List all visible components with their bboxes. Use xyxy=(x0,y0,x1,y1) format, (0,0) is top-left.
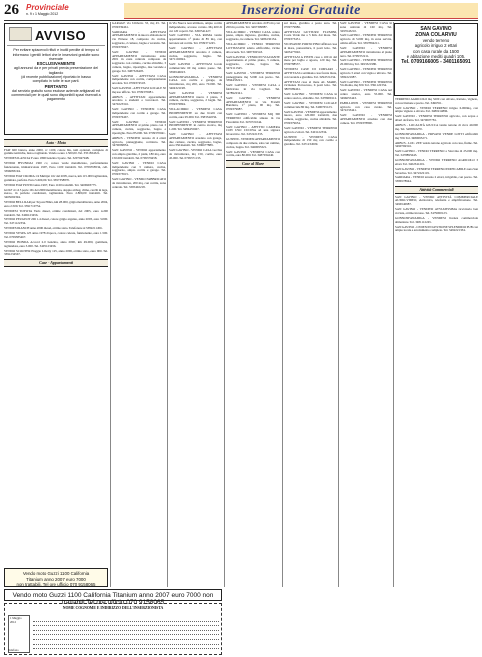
classified-ad: SAN GAVINO - AFFITTASI APPARTAMENTO arredato 2 camere, cucina, soggiorno, bagno. Tel. 3471102694. xyxy=(169,45,222,62)
title-band xyxy=(124,3,478,19)
column-divider xyxy=(338,22,339,587)
classified-ad: VENDO PEUGEOT 206 1.4 diesel, colore grigio argento, anno 2003, euro 3.000. Tel. 3471122334. xyxy=(4,217,108,226)
classified-ad: SAN GAVINO - AFFITTASI locale commerciale 60 mq centro paese. Tel. 3396546023. xyxy=(169,62,222,74)
classified-ad: VILLACIDRO - VENDESI CASA INDIPENDENTE su due livelli con cortile, euro 95.000. Tel. 3383344556. xyxy=(169,107,222,119)
classified-ad: SAN GAVINO - AFFITTO CAMERA CON USO CUCINA ad una signora lavoratrice. Tel. 3472221335. xyxy=(226,124,280,137)
classified-ad: SAN GAVINO - VENDESI CASA in zona centrale di 160 mq. Tel. 3297643210. xyxy=(340,22,392,33)
classified-ad: VENDESI TOYOTA Yaris diesel, ottime condizioni, del 2005, euro 4.200 trattabili. Tel. 3406123456. xyxy=(4,208,108,217)
classified-ad: VENDO HYUNDAI 1300 cc, colore verde metallizzato, perfettamente funzionante, immatricolata 1997, Euro 1100 trattabili. Tel. 0709358534, cell. 3396083194. xyxy=(4,161,108,173)
classified-ad: SAN GAVINO - VENDESI MQ 300 TERRENO edificabile situato in via Fiorentini. Tel. 3470721044. xyxy=(226,112,280,124)
avviso-text xyxy=(7,48,105,101)
ad-line: Vendo moto Guzzi 1100 California xyxy=(22,571,90,576)
classified-ad: SAN GAVINO - VENDESI TERRENO agricolo 2 ettari. Tel. 3401122334. xyxy=(284,125,337,134)
ad-line: Titanium anno 2007 euro 7000 xyxy=(26,576,86,582)
classified-ad: GUSPINI - VENDESI CASA indipendente di 150 mq con cortile e giardino. Tel. 3471234509. xyxy=(284,134,337,147)
page-number: 26 xyxy=(4,2,19,18)
avviso-title: AVVISO xyxy=(7,26,105,46)
classified-ad: AFFITTASI casa al mare AL MARE, vicinanze Portoscuso, 6 posti letto. Tel. 3807689461. xyxy=(284,79,337,92)
classified-ad: GONNOSFANADIGA - VENDESI CASA con cortile e garage, da ristrutturare, mq 200, euro 70.000. Tel. 3404321198. xyxy=(169,74,222,90)
classified-ad: SAN GAVINO - AFFITTASI APPARTAMENTO arredato con garage, due camere, cucina, soggiorno, bagno, euro 350 mensili. Tel. 3396677889. xyxy=(169,132,222,148)
classified-ad: SAN GAVINO - VENDESI TERRENO Via Roma, mq 300. Tel. 3391122334. xyxy=(340,79,392,88)
classified-ad: VENDO FIAT PUNTO anno 1997, Euro 1100 trattabili. Tel. 3406993775. xyxy=(4,182,97,187)
classified-ad: SAN GAVINO - VENDESI LOCALE commerciale 80 mq. Tel. 3490765123. xyxy=(284,100,337,109)
ad-line: Tel. 0709166005 - 3401165091 xyxy=(401,59,471,66)
classified-ad: VENDO SCOOTER Piaggio Liberty 125, anno 2006, ottimo stato, euro 900. Tel. 3391234567. xyxy=(4,248,108,257)
classified-ad: SAN GAVINO - VENDO appartamento con ampio giardino, 2 piani, 180 mq, euro 150.000 trattabili. Tel. 0709379458. xyxy=(112,148,166,160)
classified-ad: VENDO FIAT CROMA 1.9 Multijet 16v del 2005, nuova, km 115.000 tagliandata, gommata, perfetta. Euro 5.600,00. Tel. 3397358870. xyxy=(4,173,108,182)
ad-line: agricolo irriguo 2 ettari xyxy=(414,43,458,49)
classified-ad: GONNOSFANADIGA - VENDO TERRENO AGRICOLO 3 ettari. Tel. 3402341201. xyxy=(395,158,478,166)
classified-ad: VILLACIDRO - VENDO TERRENO LOTTIZZATO adatto edificabile, vicino alla scuola. Tel. 3487302543. xyxy=(226,42,280,54)
classified-ad: SAN GAVINO - VENDESI CASA indipendente con cortile e garage. Tel. 0709376467. xyxy=(112,107,166,119)
classified-ad: SAN GAVINO - VENDESI CASA nel centro storico, euro 55.000. Tel. 3496655443. xyxy=(340,88,392,100)
classified-ad: GONNOSFANADIGA - PRIVATO VENDE LOTTI edificabili mq 700. Tel. 3480095271. xyxy=(395,131,478,140)
section-heading: Auto - Moto xyxy=(4,139,108,147)
classified-ad: VENDO VESPA 125 anno 1978 d'epoca, colore celeste, funzionante, euro 1.500. Tel. 0709385467. xyxy=(4,231,108,239)
classified-ad: VENDO HONDA Accord 2.0 benzina, anno 2000, km 49.000, gommata, tagliandata, euro 3.000. Tel. 3405123456. xyxy=(4,239,108,248)
classified-ad: VENDESI RANCH anno 2000 diesel, ottimo stato. Telefonare al 3382211456. xyxy=(4,226,103,231)
classified-ad: SARDARA - AFFITTASI APPARTAMENTO in nuova abitazione in via Pirnese 18, composto da cucina, soggiorno, 2 camere, bagno e veranda. Tel. 0709370947. xyxy=(112,29,166,49)
moto-ad-banner: Vendo moto Guzzi 1100 California Titanium anno 2007 euro 7000 non trattabili Tel ore ufficio 070 9158065 xyxy=(4,589,222,601)
avviso-line: compilato in tutte le sue parti. xyxy=(32,79,80,84)
moto-ad-small xyxy=(4,568,108,587)
coupon-title: NOME COGNOME E INDIRIZZO DELL'INSERZIONISTA xyxy=(62,606,164,610)
column-divider xyxy=(224,22,225,587)
classified-ad: SAN GAVINO - VENDESI TERRENO agricolo di 5.000 mq, in zona servita, ottimo affare. Tel. 3397894211. xyxy=(340,33,392,46)
coupon-lines[interactable] xyxy=(33,617,219,649)
ad-line: e abitazione mediti quadri 105. xyxy=(406,53,466,59)
section-heading: Attività Commerciali xyxy=(395,186,478,194)
classified-ad: GARAGE via Umberto 33, mq 45. Tel. 0709339461. xyxy=(112,22,166,29)
avviso-box xyxy=(4,23,108,135)
column-auto xyxy=(4,137,108,567)
page-header xyxy=(4,2,478,20)
avviso-line: ESCLUSIVAMENTE xyxy=(36,61,76,67)
classified-ad: ARBUS - VENDESI terreno di 4 ettari agricolo, pianeggiante, recintato. Tel. 3470099854. xyxy=(112,135,166,148)
classified-ad: ARBUS - LOC. ZEE vendo terreno agricolo con casa, fiume. Tel. 3490769316. xyxy=(395,140,478,149)
classified-ad: sul mare, giardino e posto auto. Tel. 0709779986. xyxy=(284,22,337,29)
classified-ad: SAN GAVINO - VENDO APPARTAMENTO al primo piano con 3 camere, cucina, soggiorno, bagno e ripostiglio. Euro 85.000. Tel. 0709370041. xyxy=(112,119,166,135)
classified-ad: SAN GAVINO - VENDO FABBRICATO da ristrutturare, 200 mq, con cortile, zona centrale. Tel. 3395402218. xyxy=(112,177,166,189)
column-6 xyxy=(340,22,392,652)
column-divider xyxy=(393,22,394,587)
classified-ad: SARDARA - VENDO terreno 2 ettari, irrigabile, con pozzo. Tel. 3386578944. xyxy=(395,175,478,184)
classified-ad: VENDESI LANCIA Y euro 1800 benzina 3 porte. Tel. 3207047948. xyxy=(4,156,90,161)
ad-line: SAN GAVINO xyxy=(420,26,452,32)
classified-ad: GUSPINI - VENDESI APPARTAMENTO composto da due camere, sala con camino, cucina, bagno. Tel. 3460095321. xyxy=(226,137,280,149)
classified-ad: SAN GAVINO - VENDESI appartamento nuovo, euro 120.000 trattabili, due camere, soggiorno, cucina abitabile. Tel. 0709379654. xyxy=(284,109,337,125)
classified-ad: GONNOSFANADIGA - VENDESI licenza commerciale alimentare. Tel. 3481112245. xyxy=(395,215,478,224)
classified-ad: SAN GAVINO - VENDESI APPARTAMENTO ristrutturato al piano terra. Tel. 0709372211. xyxy=(340,45,392,58)
classified-ad: SAN GAVINO - VENDESI CASA con cortile, euro 80.000. Tel. 3487034240. xyxy=(226,149,280,158)
ad-line: ZONA COLARVIU xyxy=(415,32,457,39)
issue-info: n. 9 • 1 Maggio 2012 xyxy=(26,12,59,16)
coupon-form xyxy=(4,603,222,655)
classified-ad: ARBUS - AFFITTASI appartamento arredato a studenti o lavoratori. Tel. 3470223316. xyxy=(112,94,166,107)
column-7 xyxy=(395,98,478,653)
classified-ad: SAN GAVINO - VENDO TERRENO a Strovina di 25.000 mq. Tel. 3478895643. xyxy=(395,149,478,158)
ad-line: con casa rurale da 1500 xyxy=(412,48,460,54)
classified-ad: SAN GAVINO - VENDESI TERRENO agricolo 3 ettari con vigna e uliveto. Tel. 3382221987. xyxy=(340,67,392,79)
section-heading: Case - Appartamenti xyxy=(4,259,108,267)
column-3 xyxy=(169,22,222,587)
column-5 xyxy=(284,22,337,652)
classified-ad: APPARTAMENTO arredato di 85 mq con 200 mq cortile. Tel. 3497309887. xyxy=(226,22,280,29)
header-rule xyxy=(4,20,478,21)
classified-ad: AFFITTASI GUTTURU FLUMINI, Costa Verde ma a 5 Km. dal mare. Tel. 0709373451. xyxy=(284,29,337,42)
classified-ad: SAN GAVINO - VENDESI TERRENO 20.000 mq. Tel. 3493321980. xyxy=(340,58,392,67)
avviso-line: agli annunci da e per privati previa presentazione del tagliando xyxy=(13,66,99,75)
classified-ad: in Via Nuova non ultimato, ampio cortile indipendente, accesso carraio. Mq 400 di cui 120 coperti. Tel. 3200541427. xyxy=(169,22,222,33)
classified-ad: SAN GAVINO - VENDESI APPARTAMENTO arredato con due camere. Tel. 0709378800. xyxy=(340,113,392,125)
classified-ad: VENDESI CASE DI CORSARI - AFFITTASI a settimana casa fronte mare, con veranda e giardino. Tel. 3294721234. xyxy=(284,67,337,79)
classified-ad: SAN GAVINO - VIA ROMA vendo appartamento 1° piano di 85 mq, con terrazza sul cortile. Tel. 0709371245. xyxy=(169,33,222,46)
avviso-line: dal servizio gratuito sono escluse aziende artigianali ed commerciali per le quali sono disponibili spazi riservati a pagamento xyxy=(11,88,101,102)
ad-line: non trattabili. Tel ore ufficio 070 9158065 xyxy=(16,582,96,587)
coupon-phone-label: Telefono xyxy=(8,648,19,653)
column-2 xyxy=(112,22,166,587)
column-divider xyxy=(167,22,168,587)
avviso-line: PERTANTO xyxy=(44,83,68,89)
classified-ad: VILLACIDRO - VENDO CASA centro paese, ampio ingresso, giardino, cucina, soggiorno, tre camere. Tel. 3486130134. xyxy=(226,29,280,42)
classified-ad: SAN GAVINO - VENDO CASA indipendente con 3 camere, cucina, soggiorno, ampio cortile e garage. Tel. 0709373915. xyxy=(112,160,166,177)
classified-ad: SAN GAVINO - CEDESI IN GESTIONE SPLENDIDO PUB con ampio locale e arredamento completo. Tel. 3492221334. xyxy=(395,224,478,233)
column-4 xyxy=(226,22,280,652)
warning-illustration xyxy=(9,27,32,41)
classified-ad: SAN GAVINO - AFFITTASI CASA indipendente con cortile, completamente arredata. Tel. 0709374518. xyxy=(112,73,166,86)
classified-ad: SAN GAVINO - VENDESI TERRENO pianeggiante mq 5.000 con pozzo. Tel. 3394433221. xyxy=(226,70,280,83)
classified-ad: TERRENO AGRICOLO mq 5200 con oliveto, frutteto, vigneto, con recinzione e pozzo. Tel. 3496551. xyxy=(395,98,478,105)
classified-ad: SAN GAVINO - VENDESI AVVIATISSIMA ricevitoria ben avviata, ottimo incasso. Tel. 3479000123. xyxy=(395,207,478,215)
classified-ad: SAN GAVINO - VENDESI TERRENO INDIPENDENTE in centro storico, mq 1.200. Tel. 3484455667. xyxy=(169,119,222,132)
classified-ad: GOLF 4 1.6 5 porte 16v del 2000 metallizzata, doppio airbag, clima, cerchi in lega, stereo, in perfette condizioni, tagliandata. Euro 2.800,00 trattabili. Tel. 3403692394. xyxy=(4,187,108,200)
classified-ad: FIAT 600 bianca, anno 2000, cc 1100, colore blu, tutti optional, completo di gomme termiche, Iasta e tagliando. Vendo a euro 1.500,00. Tel. 3351834321. xyxy=(4,147,108,156)
classified-ad: SAN GAVINO - VENDO CASA vecchia da ristrutturare, mq 150, cortile, euro 45.000. Tel. 0709371133. xyxy=(169,148,222,160)
section-heading: Case al Mare xyxy=(226,160,280,168)
classified-ad: SAN GAVINO - VENDESI CASA e fabbricato in via Cagliari. Tel. 3478922341. xyxy=(226,83,280,95)
avviso-line: Per evitare spiacevoli rifiuti e inutili perdite di tempo si informano i gentili lettori che le inserzioni gratuite sono riservate xyxy=(12,48,100,61)
classified-ad: SAN GAVINO - VENDESI APPARTAMENTO in via Fratelli Bandiera, 1° piano, 90 mq. Tel. 0709379987. xyxy=(226,95,280,112)
classified-ad: AFFITTASI A PISTIS casa a 100 m dal mare per luglio e agosto, 120 mq. Tel. 0709788537. xyxy=(284,54,337,67)
classified-ad: SAN GAVINO - VENDO TERRENO irriguo 6.000mq, con ampio vigneto e oliveto. Tel. 3480214896. xyxy=(395,105,478,114)
classified-ad: SAN GAVINO - VENDO ATTIVITÀ COMMERCIALE AUDIO-VIDEO, elettronica, telefonia e amplificazione. Tel. 3496540987. xyxy=(395,194,478,207)
page-title: Inserzioni Gratuite xyxy=(241,3,361,18)
classified-ad: SAN GAVINO - VENDESI CASA in centro storico, abitabile. Tel. 3478909112. xyxy=(284,92,337,100)
terreno-ad xyxy=(394,23,478,96)
classified-ad: SAN GAVINO - VENDESI TERRENO agricolo, con acqua e alberi da frutta. Tel. 3470007781. xyxy=(395,114,478,123)
column-divider xyxy=(110,22,111,587)
coupon-date-box: 1 Maggio 2012 xyxy=(8,615,30,653)
classified-ad: SAN GAVINO - VENDESI TERRENO EDIFICABILE zona San Severino. Tel. 3472222119. xyxy=(395,166,478,175)
classified-ad: ARBUS - LOCALITÀ GIUCCA vendo terreno di circa 40.000 mq. Tel. 3495810270. xyxy=(395,123,478,131)
classified-ad: VICINANZE PORTO PINO affittasi casa al mare, panoramica, 6 posti letto. Tel. 3403477692. xyxy=(284,42,337,54)
classified-ad: SAN GAVINO - VENDO APPARTAMENTO ristrutturato anno 2001 in zona centrale composto da soggiorno con camino, cucina abitabile, 3 camere, bagno, ripostiglio, due verande e garage. Tel. 3487326405. xyxy=(112,49,166,73)
ad-line: vendo terreno xyxy=(422,38,450,44)
classified-ad: SAN GAVINO - VENDO IN VIA DANTE appartamento al primo piano, 3 camere, soggiorno, cucina, bagno. Tel. 3472111345. xyxy=(226,54,280,70)
newspaper-logo: Provinciale xyxy=(26,3,69,12)
column-divider xyxy=(282,22,283,587)
classified-ad: VENDO BELL RAR per Toyota Hilux, km 28.000, grigia metallizzata, anno 2004, euro 2.500. Tel. 3391710754. xyxy=(4,200,108,208)
classified-ad: SAN GAVINO - VENDESI APPARTAMENTO nuovo 2 piano, 3 camere, cucina, soggiorno, 2 bagni. Tel. 0709376894. xyxy=(169,90,222,107)
avviso-line: (di recente pubblicazione) riportato in basso xyxy=(21,74,91,79)
classified-ad: PABILLONIS - VENDESI TERRENO agricolo con casa rurale. Tel. 3472233441. xyxy=(340,100,392,113)
classified-ad: SAN GAVINO - AFFITTASI LOCALE 50 mq uso ufficio. Tel. 0709370081. xyxy=(112,86,166,94)
